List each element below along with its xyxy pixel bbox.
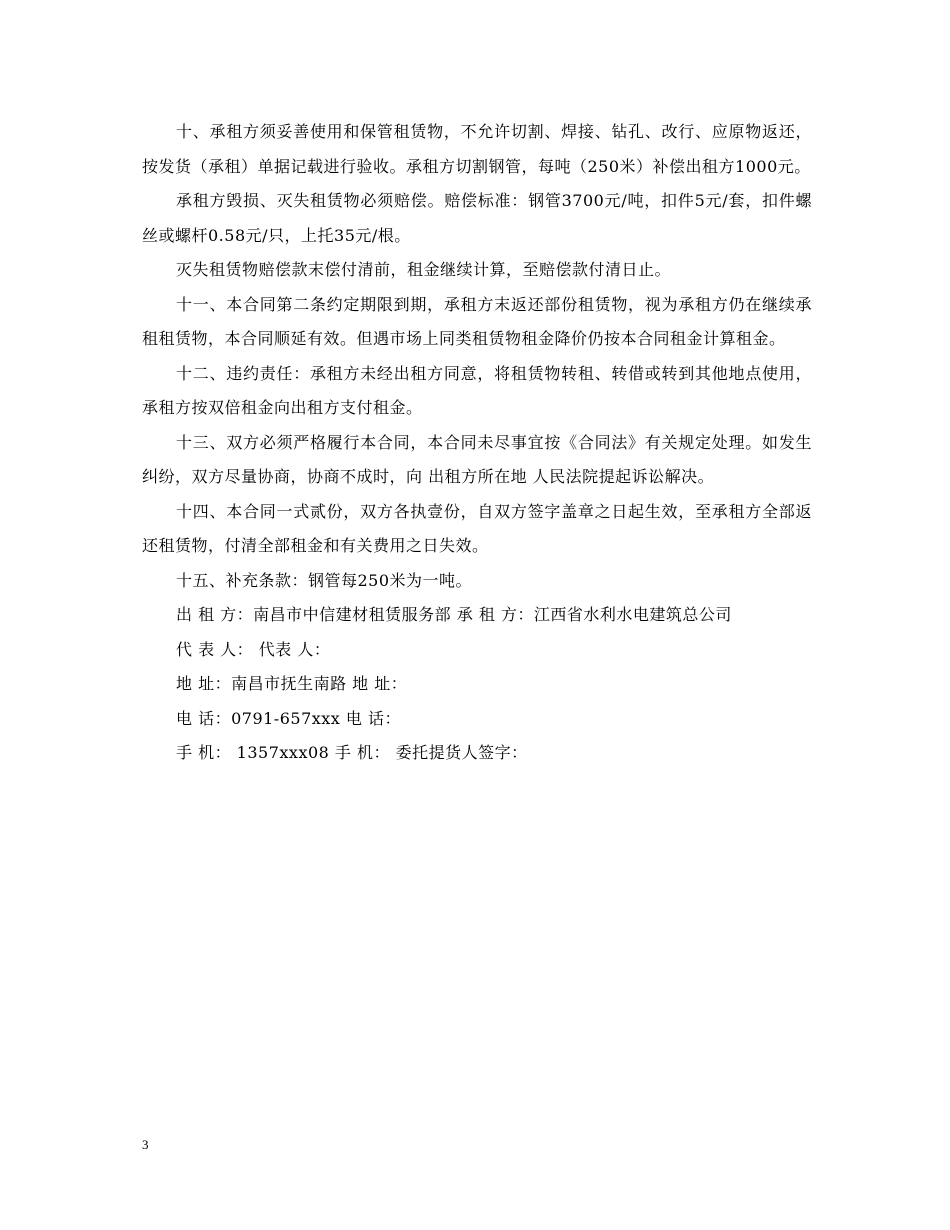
signature-parties: 出 租 方：南昌市中信建材租赁服务部 承 租 方：江西省水利水电建筑总公司	[176, 605, 732, 624]
compensation-standard: 承租方毁损、灭失租赁物必须赔偿。赔偿标准：钢管3700元/吨，扣件5元/套，扣件螺丝或螺杆0.58元/只，上托35元/根。	[142, 191, 812, 245]
clause-10: 十、承租方须妥善使用和保管租赁物，不允许切割、焊接、钻孔、改行、应原物返还，按发货（承租）单据记载进行验收。承租方切割钢管，每吨（250米）补偿出租方1000元。	[142, 122, 812, 176]
signature-mobile: 手 机： 1357xxx08 手 机： 委托提货人签字：	[176, 743, 528, 762]
clause-11: 十一、本合同第二条约定期限到期，承租方末返还部份租赁物，视为承租方仍在继续承租租赁物，本合同顺延有效。但遇市场上同类租赁物租金降价仍按本合同租金计算租金。	[142, 294, 812, 348]
signature-address: 地 址：南昌市抚生南路 地 址：	[176, 674, 408, 693]
signature-block	[142, 598, 812, 771]
clause-13: 十三、双方必须严格履行本合同，本合同未尽事宜按《合同法》有关规定处理。如发生纠纷，双方尽量协商，协商不成时，向 出租方所在地 人民法院提起诉讼解决。	[142, 432, 812, 486]
signature-representatives: 代 表 人： 代表 人：	[176, 639, 331, 659]
clause-14: 十四、本合同一式贰份，双方各执壹份，自双方签字盖章之日起生效，至承租方全部返还租赁物，付清全部租金和有关费用之日失效。	[142, 501, 812, 555]
page-number: 3	[142, 1137, 149, 1152]
clause-12: 十二、违约责任：承租方未经出租方同意，将租赁物转租、转借或转到其他地点使用，承租方按双倍租金向出租方支付租金。	[142, 363, 812, 417]
compensation-rent-note: 灭失租赁物赔偿款末偿付清前，租金继续计算，至赔偿款付清日止。	[176, 260, 672, 279]
signature-phone: 电 话：0791-657xxx 电 话：	[176, 708, 401, 728]
contract-body	[142, 115, 812, 771]
clause-15: 十五、补充条款：钢管每250米为一吨。	[176, 570, 473, 590]
